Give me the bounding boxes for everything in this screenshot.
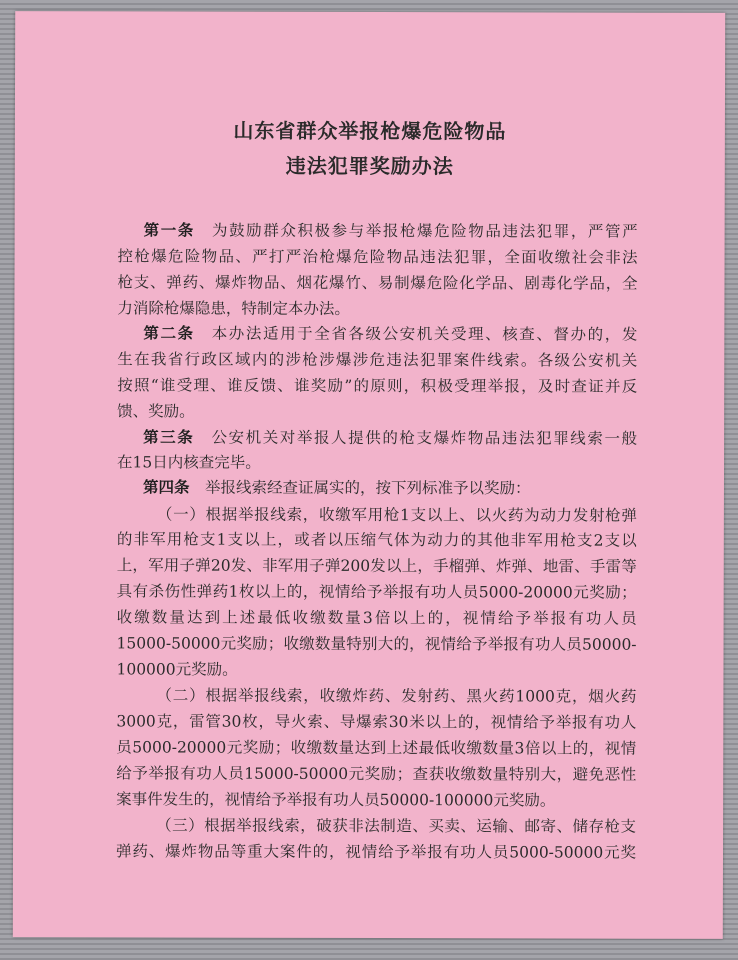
- text-line: 上，军用子弹20发、非军用子弹200发以上，手榴弹、炸弹、地雷、手雷等: [116, 556, 637, 576]
- article-4-label: 第四条: [142, 477, 190, 497]
- text-line: 枪支、弹药、爆炸物品、烟花爆竹、易制爆危险化学品、剧毒化学品，全: [117, 273, 638, 293]
- document-title-line-1: 山东省群众举报枪爆危险物品: [233, 118, 507, 144]
- text-line: 在15日内核查完毕。: [117, 453, 261, 472]
- clause-1-line-1: （一）根据举报线索，收缴军用枪1支以上、以火药为动力发射枪弹: [156, 505, 637, 525]
- text-line: 力消除枪爆隐患，特制定本办法。: [117, 299, 350, 318]
- text-line: 收缴数量达到上述最低收缴数量3倍以上的，视情给予举报有功人员: [116, 608, 637, 628]
- clause-2-line-1: （二）根据举报线索，收缴炸药、发射药、黑火药1000克，烟火药: [156, 686, 637, 706]
- article-4-text: 举报线索经查证属实的，按下列标准予以奖励：: [204, 478, 531, 498]
- text-line: 给予举报有功人员15000-50000元奖励；查获收缴数量特别大，避免恶性: [116, 764, 637, 784]
- text-line: 按照“谁受理、谁反馈、谁奖励”的原则，积极受理举报，及时查证并反: [117, 376, 638, 396]
- text-line: 100000元奖励。: [116, 660, 238, 679]
- clause-3-line-1: （三）根据举报线索，破获非法制造、买卖、运输、邮寄、储存枪支: [156, 816, 637, 836]
- text-line: 的非军用枪支1支以上，或者以压缩气体为动力的其他非军用枪支2支以: [116, 530, 637, 550]
- article-2-label: 第二条: [143, 323, 195, 343]
- article-1-text: 为鼓励群众积极参与举报枪爆危险物品违法犯罪，严管严: [210, 221, 638, 241]
- article-3-line-1: [143, 427, 637, 448]
- article-1-line-1: [144, 220, 638, 241]
- article-3-label: 第三条: [143, 427, 195, 447]
- text-line: 具有杀伤性弹药1枚以上的，视情给予举报有功人员5000-20000元奖励；: [116, 582, 637, 602]
- text-line: 控枪爆危险物品、严打严治枪爆危险物品违法犯罪，全面收缴社会非法: [117, 247, 638, 267]
- article-2-line-1: [143, 323, 637, 344]
- text-line: 弹药、爆炸物品等重大案件的，视情给予举报有功人员5000-50000元奖: [115, 842, 637, 862]
- text-line: 生在我省行政区域内的涉枪涉爆涉危违法犯罪案件线索。各级公安机关: [117, 350, 638, 370]
- text-line: 馈、奖励。: [117, 402, 195, 421]
- article-3-text: 公安机关对举报人提供的枪支爆炸物品违法犯罪线索一般: [209, 428, 638, 448]
- document-title-line-2: 违法犯罪奖励办法: [285, 153, 454, 179]
- text-line: 案事件发生的，视情给予举报有功人员50000-100000元奖励。: [116, 790, 556, 810]
- text-line: 3000克，雷管30枚，导火索、导爆索30米以上的，视情给予举报有功人: [116, 712, 637, 732]
- article-2-text: 本办法适用于全省各级公安机关受理、核查、督办的，发: [210, 324, 638, 344]
- article-1-label: 第一条: [143, 220, 195, 240]
- article-4-line-1: [143, 477, 637, 498]
- document-page: [13, 11, 725, 939]
- text-line: 员5000-20000元奖励；收缴数量达到上述最低收缴数量3倍以上的，视情: [116, 738, 637, 758]
- text-line: 15000-50000元奖励；收缴数量特别大的，视情给予举报有功人员50000-: [116, 634, 637, 654]
